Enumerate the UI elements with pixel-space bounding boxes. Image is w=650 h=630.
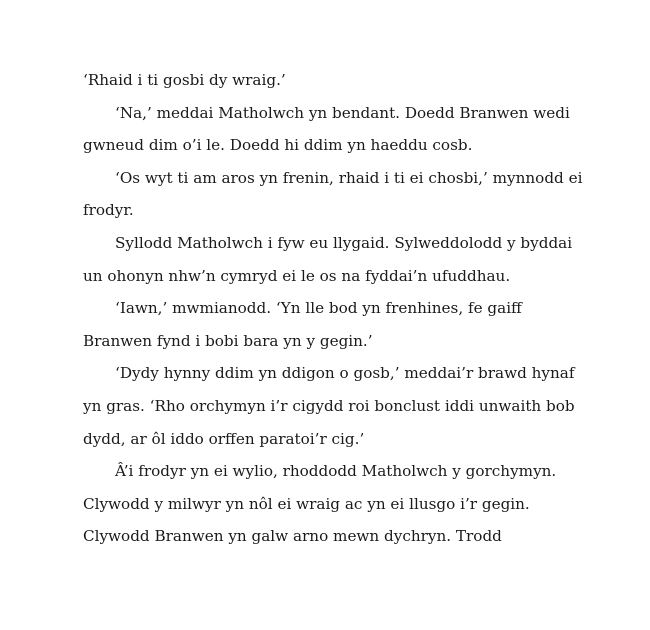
text-line: ‘Rhaid i ti gosbi dy wraig.’: [83, 71, 286, 89]
text-line: Branwen fynd i bobi bara yn y gegin.’: [83, 331, 373, 350]
text-line: gwneud dim o’i le. Doedd hi ddim yn haeddu cosb.: [83, 136, 473, 155]
text-line: Clywodd y milwyr yn nôl ei wraig ac yn ei llusgo i’r gegin.: [83, 494, 530, 513]
paragraph-7: [83, 455, 573, 553]
paragraph-4: [83, 227, 573, 292]
text-line: yn gras. ‘Rho orchymyn i’r cigydd roi bonclust iddi unwaith bob: [83, 396, 575, 415]
text-line: dydd, ar ôl iddo orffen paratoi’r cig.’: [83, 429, 365, 448]
paragraph-3: [83, 162, 583, 227]
paragraph-2: [83, 97, 573, 162]
paragraph-1: [83, 64, 573, 97]
story-page: [83, 64, 583, 553]
text-line: ‘Na,’ meddai Matholwch yn bendant. Doedd Branwen wedi: [115, 103, 570, 122]
text-line: Â’i frodyr yn ei wylio, rhoddodd Matholwch y gorchymyn.: [115, 462, 557, 481]
text-line: ‘Iawn,’ mwmianodd. ‘Yn lle bod yn frenhines, fe gaiff: [115, 299, 522, 318]
text-line: un ohonyn nhw’n cymryd ei le os na fyddai’n ufuddhau.: [83, 266, 511, 285]
text-line: frodyr.: [83, 201, 134, 220]
text-line: Clywodd Branwen yn galw arno mewn dychryn. Trodd: [83, 527, 502, 546]
text-line: ‘Os wyt ti am aros yn frenin, rhaid i ti ei chosbi,’ mynnodd ei: [115, 168, 583, 187]
paragraph-6: [83, 357, 573, 455]
paragraph-5: [83, 292, 573, 357]
text-line: Syllodd Matholwch i fyw eu llygaid. Sylweddolodd y byddai: [115, 233, 573, 252]
text-line: ‘Dydy hynny ddim yn ddigon o gosb,’ meddai’r brawd hynaf: [115, 364, 575, 383]
